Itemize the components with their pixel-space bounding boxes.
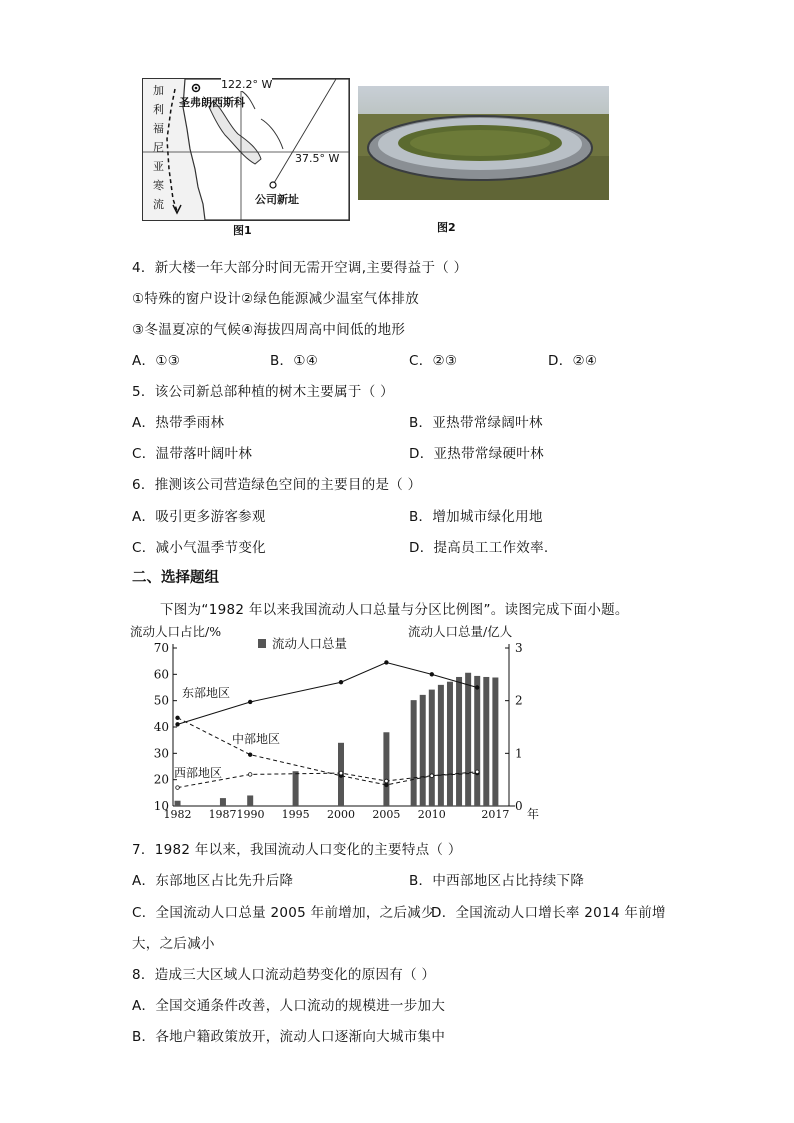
campus-photo — [358, 86, 609, 200]
city-label: 圣弗朗西斯科 — [179, 96, 245, 109]
bar — [483, 677, 489, 806]
population-chart — [130, 622, 550, 827]
current-arrow — [167, 89, 177, 211]
q4-option-d[interactable]: D．②④ — [548, 353, 598, 369]
right-axis-title: 流动人口总量/亿人 — [408, 624, 513, 639]
bar — [456, 677, 462, 806]
series-point — [339, 771, 343, 775]
bar — [474, 676, 480, 806]
series-point — [430, 774, 434, 778]
current-char: 利 — [153, 103, 164, 116]
bar — [293, 771, 299, 806]
question-5-stem: 5．该公司新总部种植的树木主要属于（ ） — [132, 384, 394, 400]
series-label: 东部地区 — [182, 686, 231, 700]
x-tick-label: 1982 — [163, 808, 192, 821]
question-7-stem: 7．1982 年以来，我国流动人口变化的主要特点（ ） — [132, 842, 462, 858]
series-point — [475, 770, 479, 774]
question-4-stem: 4．新大楼一年大部分时间无需开空调,主要得益于（ ） — [132, 260, 468, 276]
series-point — [176, 723, 180, 727]
bar — [247, 795, 253, 806]
q4-option-a[interactable]: A．①③ — [132, 353, 181, 369]
q6-option-c[interactable]: C．减小气温季节变化 — [132, 540, 266, 556]
q7-option-d-cont: 大，之后减小 — [132, 936, 215, 952]
q6-option-a[interactable]: A．吸引更多游客参观 — [132, 509, 266, 525]
bar — [420, 695, 426, 806]
q5-option-a[interactable]: A．热带季雨林 — [132, 415, 225, 431]
series-point — [385, 783, 389, 787]
x-tick-label: 2010 — [417, 808, 446, 821]
q4-option-b[interactable]: B．①④ — [270, 353, 319, 369]
city-dot — [195, 87, 198, 90]
series-point — [385, 661, 389, 665]
legend-label: 流动人口总量 — [272, 636, 348, 651]
q7-option-b[interactable]: B．中西部地区占比持续下降 — [409, 873, 585, 889]
current-char: 寒 — [153, 179, 164, 192]
q8-option-b[interactable]: B．各地户籍政策放开，流动人口逐渐向大城市集中 — [132, 1029, 446, 1045]
fig1-caption: 图1 — [233, 224, 252, 237]
site-marker — [270, 182, 276, 188]
bar — [411, 700, 417, 806]
x-tick-label: 2000 — [327, 808, 355, 821]
right-tick-label: 1 — [515, 746, 523, 761]
series-point — [176, 716, 180, 720]
current-char: 流 — [153, 198, 164, 211]
current-char: 亚 — [153, 160, 164, 173]
photo-drawing — [358, 86, 609, 200]
legend-swatch — [258, 639, 266, 648]
q4-option-c[interactable]: C．②③ — [409, 353, 458, 369]
current-char: 尼 — [153, 141, 164, 154]
section-title: 二、选择题组 — [132, 570, 219, 586]
series-point — [385, 779, 389, 783]
bar — [175, 801, 181, 806]
right-tick-label: 2 — [515, 693, 523, 708]
series-point — [176, 786, 180, 790]
x-unit-label: 年 — [527, 807, 540, 821]
left-tick-label: 20 — [153, 772, 169, 787]
x-tick-label: 19871990 — [208, 808, 265, 821]
current-char: 加 — [153, 84, 164, 97]
question-4-line: ③冬温夏凉的气候④海拔四周高中间低的地形 — [132, 322, 406, 338]
question-6-stem: 6．推测该公司营造绿色空间的主要目的是（ ） — [132, 477, 422, 493]
current-char: 福 — [153, 122, 164, 135]
question-4-line: ①特殊的窗户设计②绿色能源减少温室气体排放 — [132, 291, 420, 307]
q8-option-a[interactable]: A．全国交通条件改善，人口流动的规模进一步加大 — [132, 998, 446, 1014]
series-point — [475, 686, 479, 690]
q7-option-a[interactable]: A．东部地区占比先升后降 — [132, 873, 294, 889]
map-figure-1 — [142, 78, 350, 221]
left-tick-label: 50 — [153, 693, 169, 708]
q6-option-d[interactable]: D．提高员工工作效率. — [409, 540, 549, 556]
left-axis-title: 流动人口占比/% — [130, 624, 222, 639]
x-tick-label: 2005 — [372, 808, 401, 821]
series-point — [339, 680, 343, 684]
left-tick-label: 60 — [153, 667, 169, 682]
q7-option-d[interactable]: D．全国流动人口增长率 2014 年前增 — [431, 905, 666, 921]
bar — [383, 732, 389, 806]
left-tick-label: 40 — [153, 720, 169, 734]
x-tick-label: 2017 — [481, 808, 510, 821]
bar — [447, 682, 453, 806]
series-point — [430, 673, 434, 677]
series-point — [248, 753, 252, 757]
right-tick-label: 3 — [515, 641, 523, 655]
series-label: 西部地区 — [174, 766, 223, 780]
left-tick-label: 70 — [153, 641, 169, 655]
chart-svg — [130, 622, 550, 827]
q5-option-b[interactable]: B．亚热带常绿阔叶林 — [409, 415, 543, 431]
x-tick-label: 1995 — [281, 808, 310, 821]
bar — [438, 685, 444, 806]
q7-option-c[interactable]: C．全国流动人口总量 2005 年前增加，之后减少 — [132, 905, 435, 921]
series-point — [248, 700, 252, 704]
fig2-caption: 图2 — [437, 221, 456, 234]
current-label — [153, 81, 167, 214]
q5-option-c[interactable]: C．温带落叶阔叶林 — [132, 446, 253, 462]
latitude-label: 37.5° W — [295, 152, 340, 165]
series-point — [248, 773, 252, 777]
site-label: 公司新址 — [255, 193, 299, 206]
series-label: 中部地区 — [232, 732, 281, 746]
q5-option-d[interactable]: D．亚热带常绿硬叶林 — [409, 446, 544, 462]
q6-option-b[interactable]: B．增加城市绿化用地 — [409, 509, 543, 525]
left-tick-label: 30 — [153, 746, 169, 761]
right-tick-label: 0 — [515, 799, 523, 813]
map-drawing — [143, 79, 349, 220]
longitude-label: 122.2° W — [221, 78, 273, 91]
bar — [429, 690, 435, 806]
section-intro: 下图为“1982 年以来我国流动人口总量与分区比例图”。读图完成下面小题。 — [160, 602, 629, 618]
bar — [492, 677, 498, 806]
bar — [220, 798, 226, 806]
bar — [465, 673, 471, 806]
question-8-stem: 8．造成三大区域人口流动趋势变化的原因有（ ） — [132, 967, 436, 983]
left-tick-label: 10 — [153, 799, 169, 813]
